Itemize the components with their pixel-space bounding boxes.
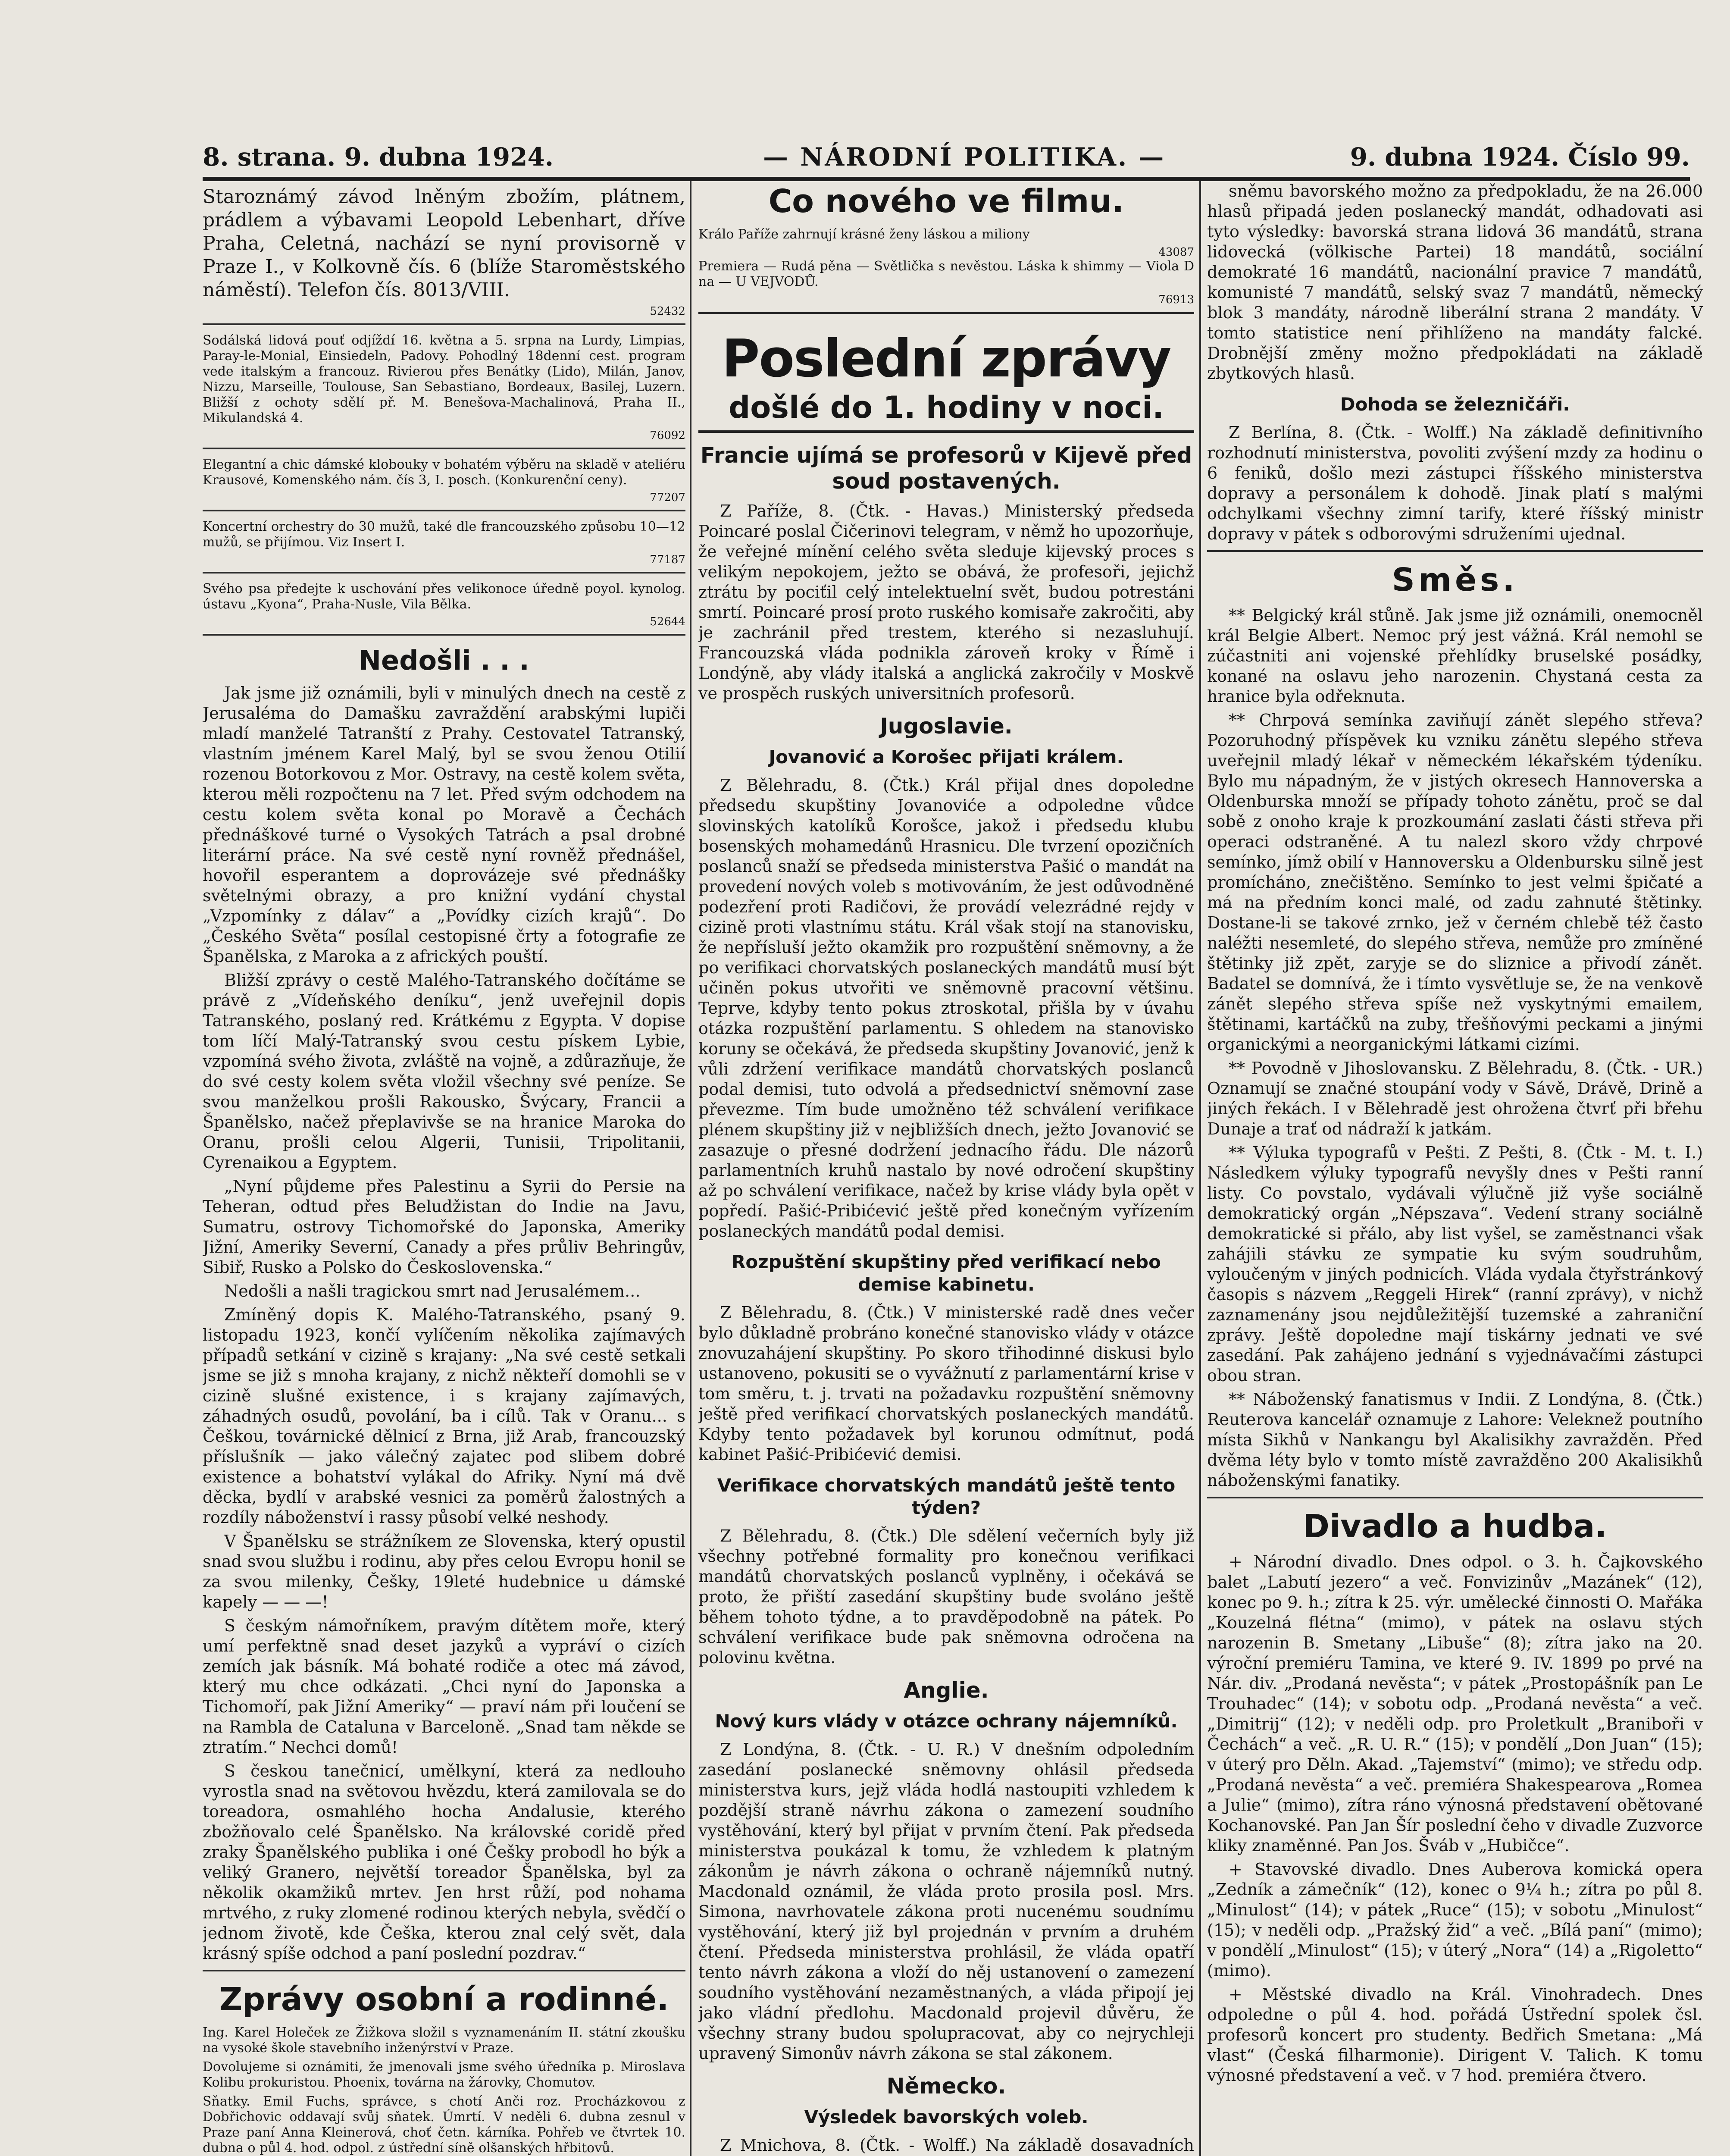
page-header <box>203 138 1690 181</box>
article-title: Nový kurs vlády v otázce ochrany nájemníků. <box>715 1711 1178 1732</box>
section-title: Zprávy osobní a rodinné. <box>219 1981 669 2018</box>
ad-code: 52432 <box>650 305 685 318</box>
article-paragraph: ** Chrpová semínka zaviňují zánět slepého střeva? Pozoruhodný příspěvek ku vzniku zánětu slepého střeva uveřejnil mladý lékař v německém lékařském týdeníku. Bylo mu nápadným, že v jistých okresech Hannoverska a Oldenburska množí se případy tohoto zánětu, proč se dal sobě z onoho kraje k prozkoumání zaslati části střeva při operaci odstraněné. A tu nalezl skoro vždy chrpové semínko, jímž obilí v Hannoversku a Oldenbursku silně jest promícháno, znečištěno. Semínko to jest velmi špičaté a má na předním konci malé, od zadu zahnuté štětinky. Dostane-li se takové zrnko, jež v černém chlebě též často naléžti nesemleté, do slepého střeva, nemůže pro zmíněné štětinky již zpět, zaryje se do sliznice a přivodí zánět. Badatel se domnívá, že i tímto vysvětluje se, že na venkově zánět slepého střeva spíše než vyskytnými emailem, štětinami, kartáčků na zuby, třešňovými peckami a jinými organickými a neorganickými látkami cizími. <box>1207 711 1703 1054</box>
article-paragraph: S českou tanečnicí, umělkyní, která za nedlouho vyrostla snad na světovou hvězdu, která zamilovala se do toreadora, osmahlého hocha Andalusie, kterého zbožňovalo celé Španělsko. Na královské coridě před zraky Španělského publika i oné Češky probodl ho býk a veliký Granero, největší toreador Španělska, byl za několik okamžiků mrtev. Jen hrst růží, pod nohama mrtvého, z ruky zlomené rodinou kterých nebyla, svědčí o jednom životě, kde Češka, kterou znal celý svět, dala krásný spíše odchod a paní poslední pozdrav.“ <box>203 1761 685 1963</box>
article-paragraph: Zmíněný dopis K. Malého-Tatranského, psaný 9. listopadu 1923, končí vylíčením několika zajímavých případů setkání v cizině s krajany: „Na své cestě setkali jsme se již s mnoha krajany, z nichž někteří domohli se v cizině slušné existence, i s krajany zajímavých, záhadných osudů, povolání, ba i cílů. Tak v Oranu... s Češkou, továrnické dělnicí z Brna, již Arab, francouzský příslušník — jako válečný zajatec pod slibem dobré existence a bohatství vylákal do Afriky. Nyní má dvě děcka, bydlí v arabské vesnici za poměrů žalostných a rozdíly náboženství i rassy působí velké neshody. <box>203 1305 685 1527</box>
column-rule-1 <box>690 181 691 2156</box>
section-title: Jugoslavie. <box>880 714 1013 739</box>
article-paragraph: Z Mnichova, 8. (Čtk. - Wolff.) Na základě dosavadních <box>720 2136 1194 2155</box>
article-paragraph: Jak jsme již oznámili, byli v minulých dnech na cestě z Jerusaléma do Damašku zavraždění arabskými lupiči mladí manželé Tatranští z Prahy. Cestovatel Tatranský, vlastním jménem Karel Malý, byl se svou ženou Otilií rozenou Botorkovou z Mor. Ostravy, na cestě kolem světa, kterou měli rozpočtenu na 7 let. Před svým odchodem na cestu kolem světa konal po Moravě a Čechách přednáškové turné o Vysokých Tatrách a psal drobné literární práce. Na své cestě nyní rovněž přednášel, hovořil esperantem a doprovázeje své přednášky světelnými obrazy, a pro knižní vydání chystal „Vzpomínky z dálav“ a „Povídky cizích krajů“. Do „Českého Světa“ posílal cestopisné črty a fotografie ze Španělska, z Maroka a z afrických pouští. <box>203 683 685 966</box>
article-paragraph: ** Náboženský fanatismus v Indii. Z Londýna, 8. (Čtk.) Reuterova kancelář oznamuje z Lahore: Veleknež poutního místa Sikhů v Nankangu byl Akalisikhy zavražděn. Před dvěma léty bylo v tomto místě zavražděno 200 Akalisikhů náboženskými fanatiky. <box>1207 1390 1703 1490</box>
ad-code: 76913 <box>1158 293 1194 306</box>
article-title: Jovanović a Korošec přijati králem. <box>769 746 1124 768</box>
notice-paragraph: Ing. Karel Holeček ze Žižkova složil s vyznamenáním II. státní zkoušku na vysoké škole stavebního inženýrství v Praze. <box>203 2025 685 2056</box>
notice-paragraph: Dovolujeme si oznámiti, že jmenovali jsme svého úředníka p. Miroslava Kolibu prokuristou. Phoenix, továrna na žárovky, Chomutov. <box>203 2059 685 2090</box>
section-divider <box>1207 1497 1703 1498</box>
article-paragraph: Z Bělehradu, 8. (Čtk.) Dle sdělení večerních byly již všechny potřebné formality pro konečnou verifikaci mandátů chorvatských poslanců vyplněny, i očekává se proto, že přiští zasedání skupštiny bude svoláno ještě během tohoto týdne, a to pravděpodobně na pátek. Po schválení verifikace bude pak sněmovna odročena na polovinu května. <box>698 1526 1194 1667</box>
article-paragraph: Bližší zprávy o cestě Malého-Tatranského dočítáme se právě z „Vídeňského deníku“, jenž uveřejnil dopis Tatranského, poslaný red. Krátkému z Egypta. V dopise tom líčí Malý-Tatranský svou cestu pískem Lybie, vzpomíná svého života, zvláště na vojně, a zdůrazňuje, že do své cesty kolem světa vložil všechny své peníze. Se svou manželkou prošli Rakousko, Švýcary, Francii a Španělsko, načež přeplavivše se na hranice Maroka do Oranu, prošli celou Algerii, Tunisii, Tripolitanii, Cyrenaikou a Egyptem. <box>203 971 685 1172</box>
header-date-left: 8. strana. 9. dubna 1924. <box>203 142 554 172</box>
column-3 <box>1207 181 1703 2156</box>
section-divider <box>698 312 1194 314</box>
article-paragraph: + Národní divadlo. Dnes odpol. o 3. h. Čajkovského balet „Labutí jezero“ a več. Fonvizinův „Mazánek“ (12), konec po 9. h.; zítra k 25. výr. umělecké činnosti O. Mařáka „Kouzelná flétna“ (mimo), v pátek na oslavu stých narozenin B. Smetany „Libuše“ (8); zítra jako na 20. výroční premiéru Tamina, ve které 9. IV. 1899 po prvé na Nár. div. „Prodaná nevěsta“; v pátek „Prostopášník pan Le Trouhadec“ (14); v sobotu odp. „Prodaná nevěsta“ a več. „Dimitrij“ (12); v neděli odp. pro Proletkult „Braniboři v Čechách“ a več. „R. U. R.“ (15); v pondělí „Don Juan“ (15); v úterý pro Děln. Akad. „Tajemství“ (mimo); ve středu odp. „Prodaná nevěsta“ a več. premiéra Shakespearova „Romea a Julie“ (mimo), zítra ráno výnosná představení obětované Kochanovské. Pan Jan Šír poslední čeho v divadle Zuzvorce kliky znaměnné. Pan Jos. Šváb v „Hubičce“. <box>1207 1552 1703 1855</box>
ad-code: 76092 <box>650 429 685 442</box>
article-title: Rozpuštění skupštiny před verifikací nebo demise kabinetu. <box>732 1251 1161 1295</box>
ad-text: Svého psa předejte k uschování přes velikonoce úředně poyol. kynolog. ústavu „Kyona“, Praha-Nusle, Vila Bělka. <box>203 581 685 612</box>
section-title: Divadlo a hudba. <box>1303 1508 1607 1545</box>
advertisement <box>203 515 685 573</box>
ad-code: 43087 <box>1158 246 1194 259</box>
ad-text: Sodálská lidová pouť odjíždí 16. května a 5. srpna na Lurdy, Limpias, Paray-le-Monial, Einsiedeln, Padovy. Pohodlný 18denní cest. program vede italským a francouz. Rivierou přes Benátky (Lido), Milán, Janov, Nizzu, Marseille, Toulouse, San Sebastiano, Bordeaux, Basilej, Luzern. Bližší z ochoty sdělí př. M. Benešova-Machalinová, Praha II., Mikulandská 4. <box>203 333 685 426</box>
ad-text: Elegantní a chic dámské klobouky v bohatém výběru na skladě v ateliéru Krausové, Komenského nám. čís 3, I. posch. (Konkurenční ceny). <box>203 457 685 488</box>
section-title: Co nového ve filmu. <box>768 183 1124 220</box>
ad-code: 77207 <box>650 491 685 504</box>
article-title: Francie ujímá se profesorů v Kijevě před soud postavených. <box>700 443 1192 494</box>
latest-news-banner: Poslední zprávy <box>722 329 1171 389</box>
section-title: Anglie. <box>904 1678 989 1703</box>
advertisement <box>203 453 685 511</box>
article-paragraph: ** Povodně v Jihoslovansku. Z Bělehradu, 8. (Čtk. - UR.) Oznamují se značné stoupání vody v Sávě, Drávě, Drině a jiných řekách. I v Bělehradě jest ohrožena čtvrť při břehu Dunaje a trať od nádraží k jatkám. <box>1207 1059 1703 1138</box>
advertisement <box>203 577 685 636</box>
article-paragraph: + Městské divadlo na Král. Vinohradech. Dnes odpoledne o půl 4. hod. pořádá Ústřední spolek čsl. profesorů koncert pro studenty. Bedřich Smetana: „Má vlast“ (Česká filharmonie). Dirigent V. Talich. K tomu výnosné představení a več. v 7 hod. premiéra čtvero. <box>1207 1985 1703 2085</box>
section-title: Německo. <box>886 2074 1006 2099</box>
film-item: Králo Paříže zahrnují krásné ženy láskou a miliony <box>698 227 1030 242</box>
article-paragraph: S českým námořníkem, pravým dítětem moře, který umí perfektně snad deset jazyků a vypráví o cizích zemích jak básník. Má bohaté rodiče a otec má závod, který mu chce odkázati. „Chci nyní do Japonska a Tichomoří, pak Jižní Ameriky“ — praví nám při loučení se na Rambla de Cataluna v Barceloně. „Snad tam někde se ztratím.“ Nechci domů! <box>203 1616 685 1757</box>
article-paragraph: Nedošli a našli tragickou smrt nad Jerusalémem... <box>224 1282 641 1300</box>
article-paragraph: ** Výluka typografů v Pešti. Z Pešti, 8. (Čtk - M. t. I.) Následkem výluky typografů nevyšly dnes v Pešti ranní listy. Co povstalo, vydávali výlučně již vyše sociálně demokratický orgán „Népszava“. Vedení strany sociálně demokratické si přálo, aby list vyšel, se zaměstnanci však zahájili stávku ze sympatie ku svým soudruhům, vyloučeným v jiných podnicích. Vláda vydala čtyřstránkový časopis s názvem „Reggeli Hirek“ (ranní zprávy), v nichž zaznamenány jsou nejdůležitější tuzemské a zahraniční zprávy. Ještě dopoledne mají tiskárny jednati ve své zasedání. Pak zahájeno jednání s vyjednávačími zástupci obou stran. <box>1207 1143 1703 1385</box>
article-paragraph: ** Belgický král stůně. Jak jsme již oznámili, onemocněl král Belgie Albert. Nemoc prý jest vážná. Král nemohl se zúčastniti ani vojenské přehlídky bruselské posádky, konané na oslavu jeho narozenin. Chystaná cesta za hranice byla odřeknuta. <box>1207 606 1703 706</box>
section-divider <box>203 1970 685 1971</box>
advertisement <box>203 181 685 325</box>
ad-code: 52644 <box>650 615 685 628</box>
article-paragraph: Z Berlína, 8. (Čtk. - Wolff.) Na základě definitivního rozhodnutí ministerstva, povoliti zvýšení mzdy za hodinu o 6 feniků, došlo mezi zástupci říšského ministerstva dopravy a personálem k dohodě. Jinak platí s malými odchylkami všechny zimní tarify, které říšský ministr dopravy v pátek s odborovými sdruženími ujednal. <box>1207 423 1703 543</box>
ad-text: Staroznámý závod lněným zbožím, plátnem, prádlem a výbavami Leopold Lebenhart, dříve Praha, Celetná, nachází se nyní provisorně v Praze I., v Kolkovně čís. 6 (blíže Staroměstského náměstí). Telefon čís. 8013/VIII. <box>203 186 685 301</box>
ad-text: Koncertní orchestry do 30 mužů, také dle francouzského způsobu 10—12 mužů, se přijímou. Viz Insert I. <box>203 519 685 550</box>
article-title: Výsledek bavorských voleb. <box>804 2106 1089 2128</box>
article-title: Nedošli . . . <box>359 645 529 676</box>
notice-paragraph: Sňatky. Emil Fuchs, správce, s chotí Anči roz. Procházkovou z Dobřichovic oddavají svůj sňatek. Úmrtí. V neděli 6. dubna zesnul v Praze paní Anna Kleinerová, choť četn. kárníka. Pohřeb ve čtvrtek 10. dubna o půl 4. hod. odpol. z ústřední síně olšanských hřbitovů. <box>203 2094 685 2156</box>
article-paragraph: Z Bělehradu, 8. (Čtk.) Král přijal dnes dopoledne předsedu skupštiny Jovanoviće a odpoledne vůdce slovinských katolíků Korošce, jakož i předsedu klubu bosenských mohamedánů Hrasnicu. Dle tvrzení opozičních poslanců snaží se předseda ministerstva Pašić o mandát na provedení nových voleb s motivováním, že jest odůvodněné podezření proti Radičovi, že provádí velezrádné rejdy v cizině proti vlastnímu státu. Král však stojí na stanovisku, že nepřísluší ježto okamžik pro rozpuštění sněmovny, a že po verifikaci chorvatských poslaneckých mandátů musí být učiněn pokus utvořiti ve sněmovně pracovní většinu. Teprve, kdyby tento pokus ztroskotal, přišla by v úvahu otázka rozpuštění parlamentu. S ohledem na stanovisko koruny se očekává, že předseda skupštiny Jovanović, jenž k vůli zdržení verifikace mandátů chorvatských poslanců podal demisi, tuto odvolá a předsednictví sněmovní zase převezme. Tím bude umožněno též schválení verifikace plénem skupštiny již v nejbližších dnech, ježto Jovanović se zasazuje o přesné dodržení jednacího řádu. Dle názorů parlamentních kruhů nastalo by nové odročení skupštiny až po schválení verifikace, načež by krise vlády byla opět v popředí. Pašić-Pribićević ještě před konečným vyřízením poslaneckých mandátů podal demisi. <box>698 776 1194 1241</box>
film-listings <box>698 227 1194 306</box>
advertisement <box>203 329 685 449</box>
article-paragraph: sněmu bavorského možno za předpokladu, že na 26.000 hlasů připadá jeden poslanecký mandát, odhadovati asi tyto výsledky: bavorská strana lidová 36 mandátů, strana lidovecká (völkische Partei) 18 mandátů, sociální demokraté 16 mandátů, nacionální pravice 7 mandátů, komunisté 7 mandátů, selský svaz 7 mandátů, německý blok 3 mandáty, národně liberální strana 2 mandáty. V tomto statistice není přihlíženo na mandáty falcké. Drobnější změny možno předpokládati na základě zbytkových hlasů. <box>1207 182 1703 383</box>
article-title: Verifikace chorvatských mandátů ještě tento týden? <box>717 1475 1176 1518</box>
article-paragraph: + Stavovské divadlo. Dnes Auberova komická opera „Zedník a zámečník“ (12), konec o 9¼ h.; zítra po půl 8. „Minulost“ (14); v pátek „Ruce“ (15); v sobotu „Minulost“ (15); v neděli odp. „Pražský žid“ a več. „Bílá paní“ (mimo); v pondělí „Minulost“ (15); v úterý „Nora“ (14) a „Rigoletto“ (mimo). <box>1207 1860 1703 1980</box>
article-paragraph: „Nyní půjdeme přes Palestinu a Syrii do Persie na Teheran, odtud přes Beludžistan do Indie na Javu, Sumatru, ostrovy Tichomořské do Japonska, Ameriky Jižní, Ameriky Severní, Canady a přes průliv Behringův, Sibiř, Rusko a Polsko do Československa.“ <box>203 1177 685 1277</box>
masthead-title: — NÁRODNÍ POLITIKA. — <box>763 142 1166 172</box>
column-1 <box>203 181 685 2156</box>
article-paragraph: Z Bělehradu, 8. (Čtk.) V ministerské radě dnes večer bylo důkladně probráno konečné stanovisko vlády v otázce znovuzahájení skupštiny. Po skoro třihodinné diskusi bylo ustanoveno, pokusiti se o vyvážnutí z parlamentární krise v tom směru, t. j. trvati na požadavku rozpuštění sněmovny ještě před verifikací chorvatských poslaneckých mandátů. Kdyby tento požadavek byl korunou odmítnut, podá kabinet Pašić-Pribićević demisi. <box>698 1303 1194 1464</box>
article-paragraph: V Španělsku se strážníkem ze Slovenska, který opustil snad svou službu i rodinu, aby přes celou Evropu honil se za svou milenky, Češky, 19leté hudebnice u dámské kapely — — —! <box>203 1532 685 1611</box>
article-paragraph: Z Paříže, 8. (Čtk. - Havas.) Ministerský předseda Poincaré poslal Čičerinovi telegram, v němž ho upozorňuje, že veřejné mínění celého světa sleduje kijevský proces s velikým nepokojem, ježto se obává, že profesoři, jejichž ztrátu by pociťil celý intelektuelní svět, budou potrestáni smrtí. Poincaré prosí proto ruského komisaře zakročiti, aby je zachránil před trestem, kterého si nezasluhují. Francouzská vláda podnikla zároveň kroky v Římě i Londýně, aby vlády italská a anglická zakročily v Moskvě ve prospěch ruských universitních profesorů. <box>698 501 1194 703</box>
article-paragraph: Z Londýna, 8. (Čtk. - U. R.) V dnešním odpoledním zasedání poslanecké sněmovny ohlásil předseda ministerstva kurs, jejž vláda hodlá nastoupiti vzhledem k pozdější straně návrhu zákona o zamezení soudního vystěhování, který byl přijat v prvním čtení. Pak předseda ministerstva poukázal k tomu, že vzhledem k platným zákonům je návrh zákona o ochraně nájemníků nutný. Macdonald oznámil, že vláda proto prosila posl. Mrs. Simona, navrhovatele zákona proti nucenému soudnímu vystěhování, který již byl projednán v prvním a druhém čtení. Předseda ministerstva prohlásil, že vláda opatří tento návrh zákona a vloží do něj ustanovení o zamezení soudního vystěhování nezaměstnaných, a vláda připojí jej jako vládní předlohu. Macdonald projevil důvěru, že všechny strany budou spolupracovat, aby co nejrychleji upravený Simonův návrh zákona se stal zákonem. <box>698 1740 1194 2063</box>
section-title: Směs. <box>1392 561 1518 599</box>
film-item: Premiera — Rudá pěna — Světlička s nevěstou. Láska k shimmy — Viola D na — U VEJVODŮ. <box>698 259 1194 289</box>
section-divider <box>1207 550 1703 552</box>
column-2 <box>698 181 1194 2156</box>
article-title: Dohoda se železničáři. <box>1340 394 1570 415</box>
header-date-right: 9. dubna 1924. Číslo 99. <box>1350 142 1690 172</box>
column-rule-2 <box>1199 181 1201 2156</box>
ad-code: 77187 <box>650 553 685 566</box>
latest-news-subtitle: došlé do 1. hodiny v noci. <box>698 390 1194 433</box>
